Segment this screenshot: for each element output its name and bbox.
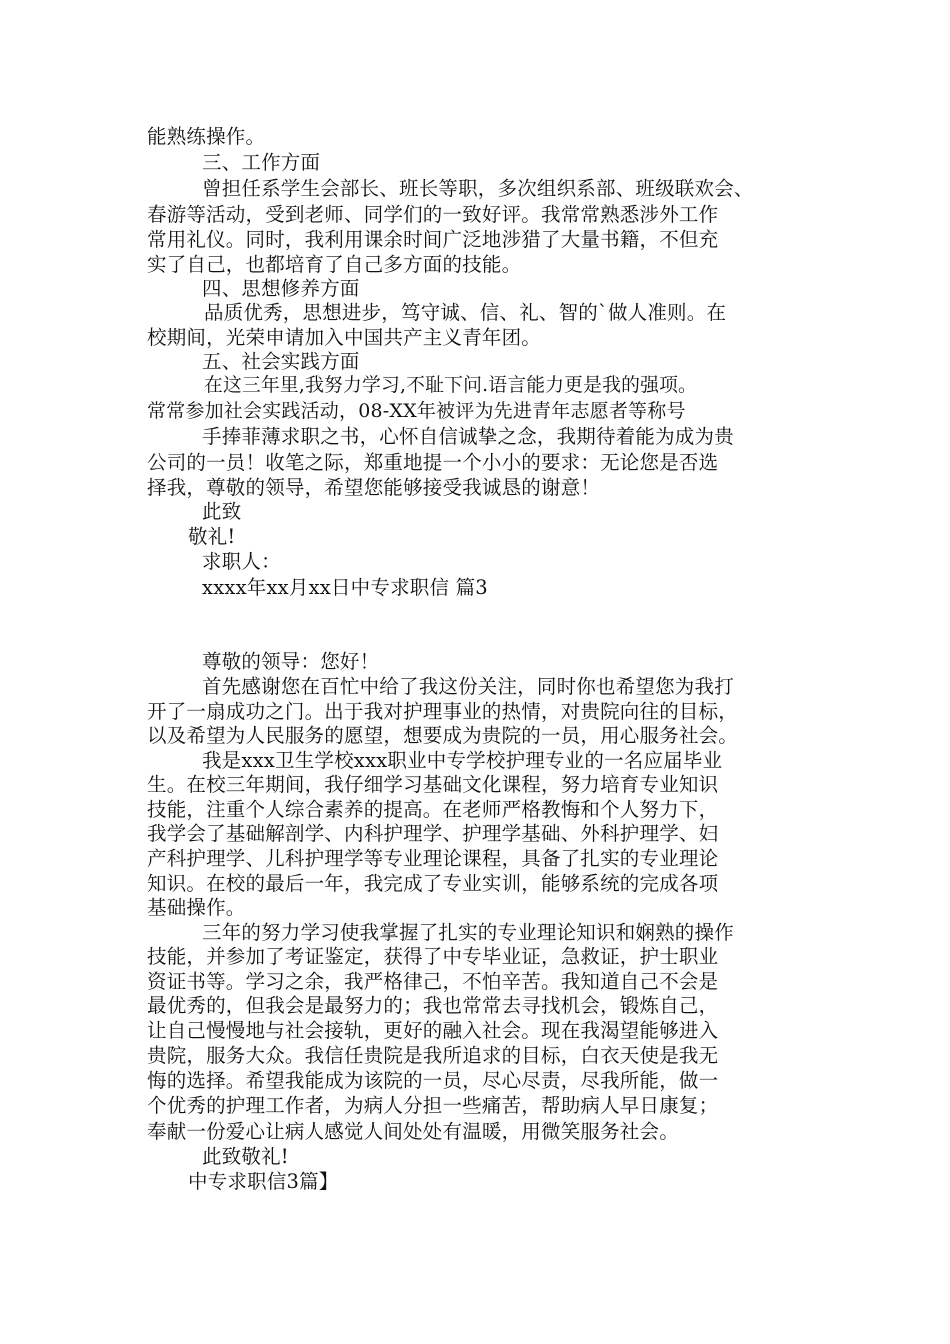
body-line: 首先感谢您在百忙中给了我这份关注，同时你也希望您为我打 <box>202 675 734 698</box>
body-line: 让自己慢慢地与社会接轨，更好的融入社会。现在我渴望能够进入 <box>147 1019 719 1042</box>
body-line: 春游等活动，受到老师、同学们的一致好评。我常常熟悉涉外工作 <box>147 203 719 226</box>
body-line: 在这三年里,我努力学习,不耻下问.语言能力更是我的强项。 <box>204 375 698 396</box>
section-heading: 四、思想修养方面 <box>202 277 360 300</box>
body-line: 生。在校三年期间，我仔细学习基础文化课程，努力培育专业知识 <box>147 773 719 796</box>
signature-label: 求职人： <box>202 550 281 573</box>
body-line: 手捧菲薄求职之书，心怀自信诚挚之念，我期待着能为成为贵 <box>202 425 734 448</box>
salutation: 尊敬的领导：您好！ <box>202 650 380 673</box>
closing-line: 敬礼! <box>188 525 236 548</box>
body-line: 贵院，服务大众。我信任贵院是我所追求的目标，白衣天使是我无 <box>147 1044 719 1067</box>
body-line: 我是xxx卫生学校xxx职业中专学校护理专业的一名应届毕业 <box>202 749 723 772</box>
body-line: 奉献一份爱心让病人感觉人间处处有温暖，用微笑服务社会。 <box>147 1120 679 1143</box>
document-footer-title: 中专求职信3篇】 <box>188 1170 339 1193</box>
body-line: 基础操作。 <box>147 896 246 919</box>
body-line: 三年的努力学习使我掌握了扎实的专业理论知识和娴熟的操作 <box>202 921 734 944</box>
closing-line: 此致敬礼! <box>202 1145 289 1168</box>
body-line: 技能，注重个人综合素养的提高。在老师严格教悔和个人努力下， <box>147 798 719 821</box>
body-line: 最优秀的，但我会是最努力的；我也常常去寻找机会，锻炼自己， <box>147 994 719 1017</box>
body-line: 曾担任系学生会部长、班长等职，多次组织系部、班级联欢会、 <box>202 177 754 200</box>
body-line: 我学会了基础解剖学、内科护理学、护理学基础、外科护理学、妇 <box>147 822 719 845</box>
section-heading: 三、工作方面 <box>202 151 321 174</box>
date-title-line: xxxx年xx月xx日中专求职信 篇3 <box>202 576 488 599</box>
body-line: 常用礼仪。同时，我利用课余时间广泛地涉猎了大量书籍，不但充 <box>147 228 719 251</box>
closing-line: 此致 <box>202 500 242 523</box>
body-line: 品质优秀，思想进步，笃守诚、信、礼、智的`做人准则。在 <box>204 301 727 324</box>
body-line: 开了一扇成功之门。出于我对护理事业的热情，对贵院向往的目标， <box>147 700 739 723</box>
body-line: 择我，尊敬的领导，希望您能够接受我诚恳的谢意！ <box>147 476 601 499</box>
body-line: 实了自己，也都培育了自己多方面的技能。 <box>147 253 522 276</box>
body-line: 以及希望为人民服务的愿望，想要成为贵院的一员，用心服务社会。 <box>147 724 739 747</box>
body-line: 知识。在校的最后一年，我完成了专业实训，能够系统的完成各项 <box>147 872 719 895</box>
body-line: 产科护理学、儿科护理学等专业理论课程，具备了扎实的专业理论 <box>147 847 719 870</box>
body-line: 公司的一员！收笔之际，郑重地提一个小小的要求：无论您是否选 <box>147 451 719 474</box>
body-line: 资证书等。学习之余，我严格律己，不怕辛苦。我知道自己不会是 <box>147 970 719 993</box>
section-heading: 五、社会实践方面 <box>202 350 360 373</box>
body-line: 技能，并参加了考证鉴定，获得了中专毕业证，急救证，护士职业 <box>147 945 719 968</box>
body-line: 校期间，光荣申请加入中国共产主义青年团。 <box>147 326 542 349</box>
body-line: 常常参加社会实践活动，08-XX年被评为先进青年志愿者等称号 <box>147 400 686 422</box>
body-line: 能熟练操作。 <box>147 125 266 148</box>
body-line: 个优秀的护理工作者，为病人分担一些痛苦，帮助病人早日康复； <box>147 1094 719 1117</box>
body-line: 悔的选择。希望我能成为该院的一员，尽心尽责，尽我所能，做一 <box>147 1069 719 1092</box>
